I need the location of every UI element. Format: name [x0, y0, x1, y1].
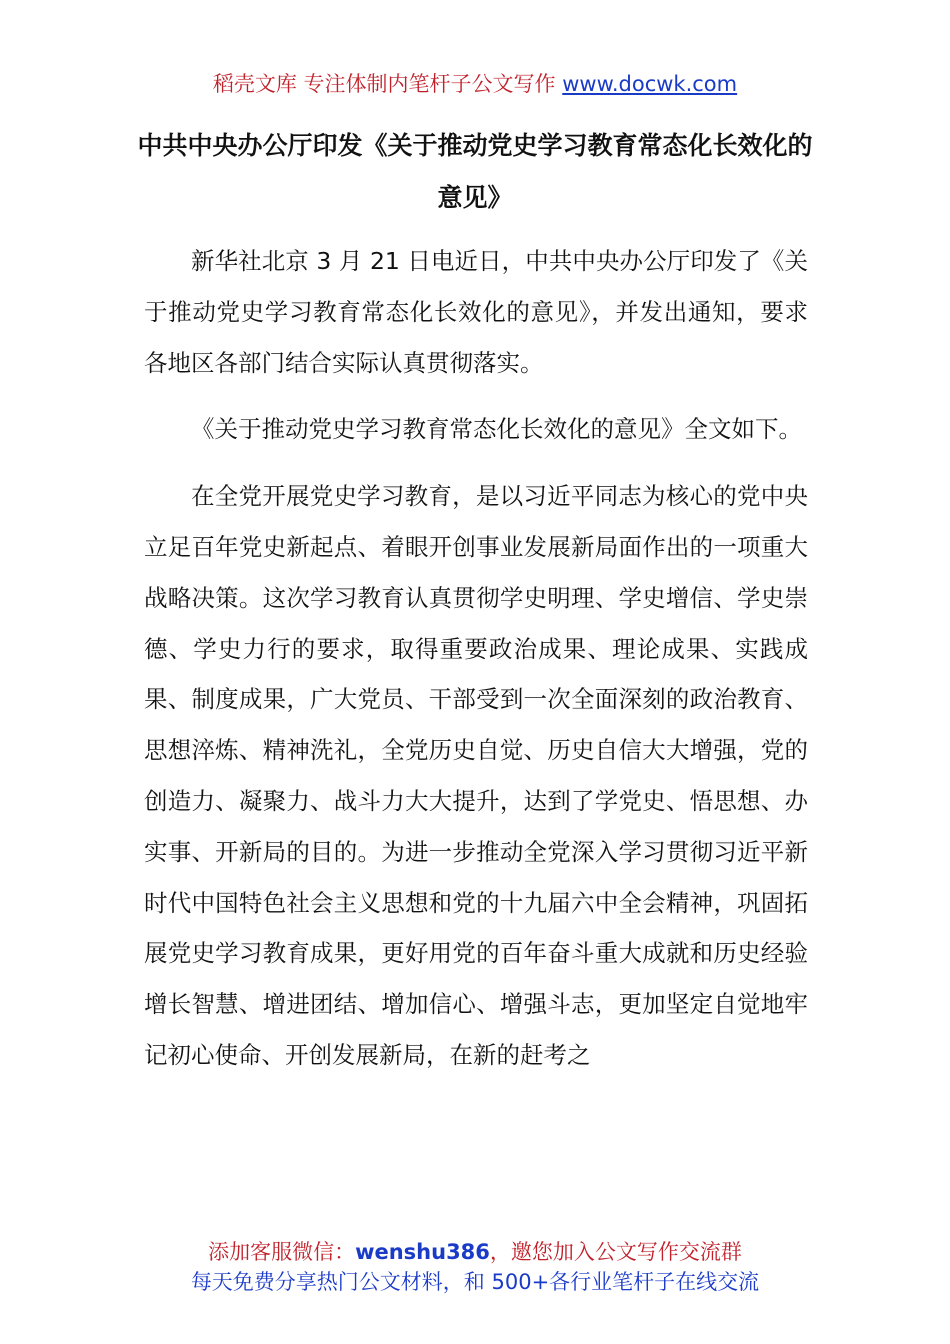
paragraph: 在全党开展党史学习教育，是以习近平同志为核心的党中央立足百年党史新起点、着眼开创事业发展新局面作出的一项重大战略决策。这次学习教育认真贯彻学史明理、学史增信、学史崇德、学史力行的要求，取得重要政治成果、理论成果、实践成果、制度成果，广大党员、干部受到一次全面深刻的政治教育、思想淬炼、精神洗礼，全党历史自觉、历史自信大大增强，党的创造力、凝聚力、战斗力大大提升，达到了学党史、悟思想、办实事、开新局的目的。为进一步推动全党深入学习贯彻习近平新时代中国特色社会主义思想和党的十九届六中全会精神，巩固拓展党史学习教育成果，更好用党的百年奋斗重大成就和历史经验增长智慧、增进团结、增加信心、增强斗志，更加坚定自觉地牢记初心使命、开创发展新局，在新的赶考之 — [144, 482, 808, 1069]
document-title: 中共中央办公厅印发《关于推动党史学习教育常态化长效化的意见》 — [137, 131, 813, 212]
footer-promo — [0, 1237, 950, 1297]
document-body — [144, 236, 808, 1097]
paragraph: 《关于推动党史学习教育常态化长效化的意见》全文如下。 — [191, 415, 802, 444]
paragraph: 新华社北京 3 月 21 日电近日，中共中央办公厅印发了《关于推动党史学习教育常态化长效化的意见》，并发出通知，要求各地区各部门结合实际认真贯彻落实。 — [144, 247, 808, 377]
footer-line-2: 每天免费分享热门公文材料，和 500+各行业笔杆子在线交流 — [190, 1270, 760, 1294]
wechat-id: wenshu386 — [355, 1240, 490, 1264]
brand-text: 稻壳文库 专注体制内笔杆子公文写作 — [212, 72, 556, 96]
site-link[interactable]: www.docwk.com — [562, 72, 738, 96]
footer-prefix: 添加客服微信： — [208, 1240, 356, 1264]
site-header — [0, 68, 950, 100]
footer-suffix: ，邀您加入公文写作交流群 — [489, 1240, 742, 1264]
footer-line-1 — [0, 1237, 950, 1267]
